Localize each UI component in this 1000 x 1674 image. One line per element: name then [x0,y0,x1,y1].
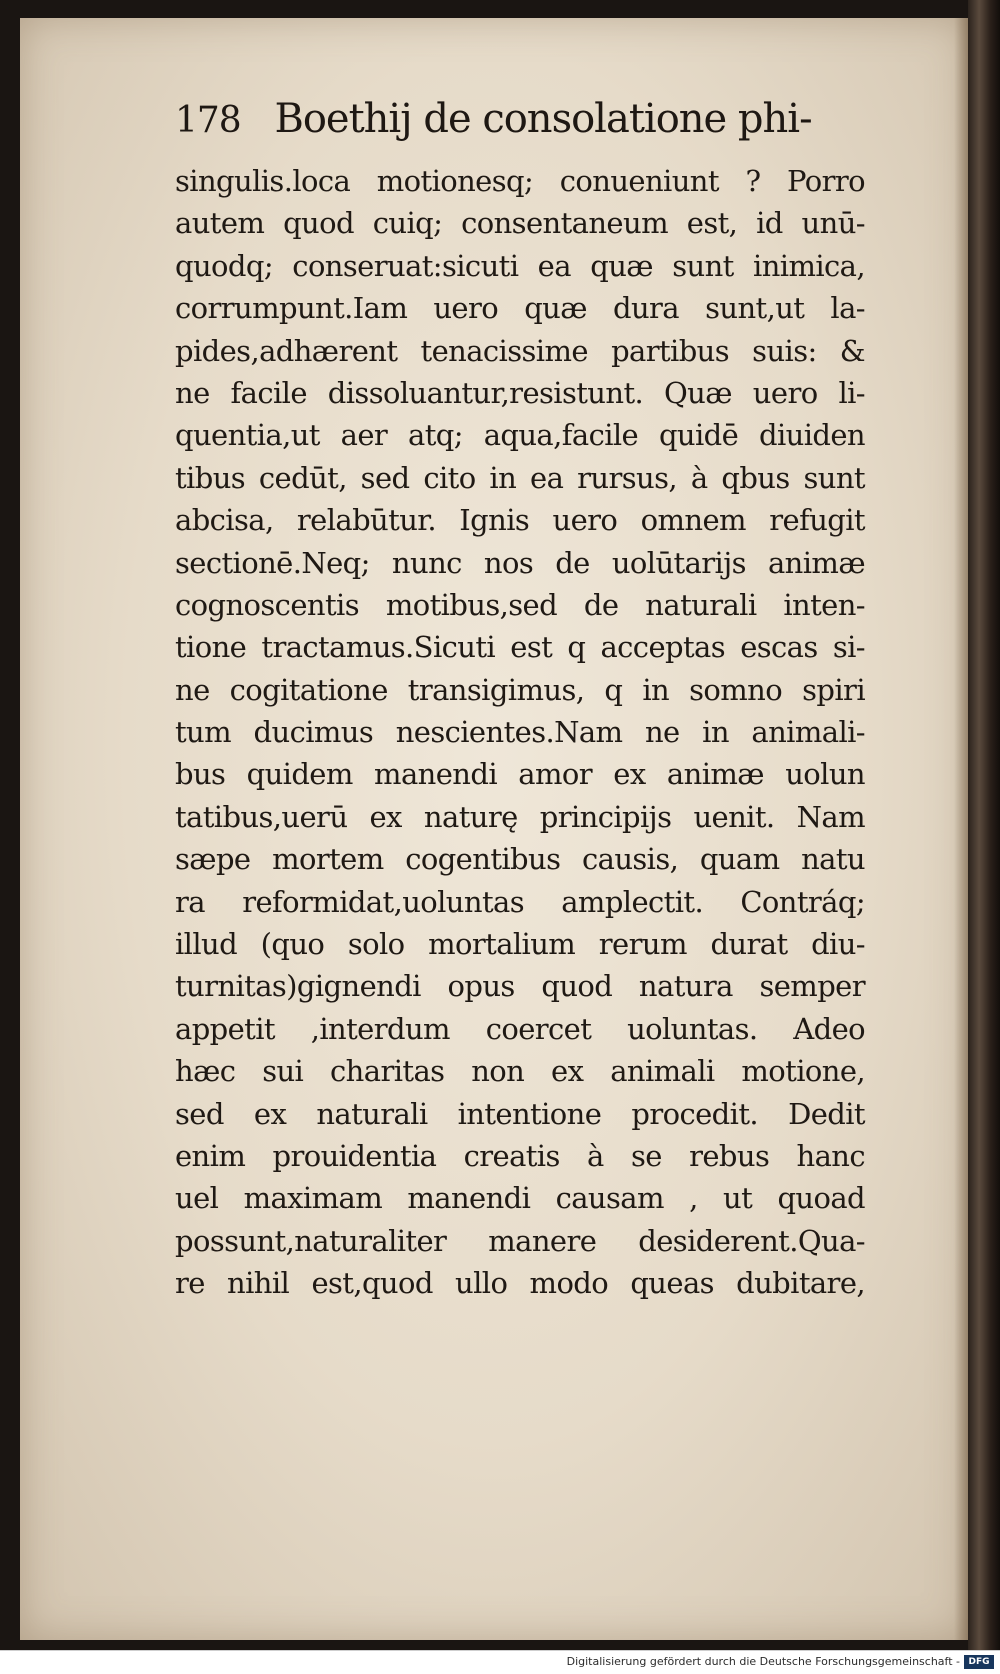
footer-bar [0,1650,1000,1674]
text-line: sed ex naturali intentione procedit. Dedit [175,1096,865,1131]
text-line: tibus cedūt, sed cito in ea rursus, à qbus sunt [175,460,865,495]
page-edge-shadow [954,18,968,1640]
dfg-logo: DFG [964,1655,994,1669]
text-line: sectionē.Neq; nunc nos de uolūtarijs animæ [175,545,865,580]
text-line: possunt,naturaliter manere desiderent.Qua- [175,1223,865,1258]
text-line: re nihil est,quod ullo modo queas dubitare, [175,1266,865,1301]
text-line: cognoscentis motibus,sed de naturali inten- [175,587,865,622]
text-line: tione tractamus.Sicuti est q acceptas escas si- [175,630,865,665]
book-binding-edge [968,0,1000,1650]
text-line: sæpe mortem cogentibus causis, quam natu [175,842,865,877]
text-line: uel maximam manendi causam , ut quoad [175,1181,865,1216]
text-line: singulis.loca motionesq; conueniunt ? Porro [175,164,865,198]
text-line: bus quidem manendi amor ex animæ uolun [175,757,865,792]
text-line: hæc sui charitas non ex animali motione, [175,1054,865,1089]
text-line: illud (quo solo mortalium rerum durat diu- [175,927,865,962]
page-number: 178 [175,100,241,141]
page-header [175,96,875,156]
text-line: pides,adhærent tenacissime partibus suis: & [175,333,865,368]
funding-credit: Digitalisierung gefördert durch die Deutsche Forschungsgemeinschaft - [566,1655,960,1668]
running-title: Boethij de consolatione phi- [274,96,812,142]
text-line: ne cogitatione transigimus, q in somno spiri [175,672,865,707]
text-line: turnitas)gignendi opus quod natura semper [175,969,865,1004]
text-line: tum ducimus nescientes.Nam ne in animali- [175,715,865,750]
text-line: ra reformidat,uoluntas amplectit. Contráq; [175,884,865,919]
text-line: autem quod cuiq; consentaneum est, id unū- [175,206,865,241]
text-line: tatibus,uerū ex naturę principijs uenit. Nam [175,799,865,834]
text-line: quentia,ut aer atq; aqua,facile quidē diuiden [175,418,865,453]
body-text [175,160,865,1305]
text-line: enim prouidentia creatis à se rebus hanc [175,1138,865,1173]
text-line: corrumpunt.Iam uero quæ dura sunt,ut la- [175,291,865,326]
text-line: quodq; conseruat:sicuti ea quæ sunt inimica, [175,248,865,283]
text-line: ne facile dissoluantur,resistunt. Quæ uero li- [175,375,865,410]
text-line: appetit ,interdum coercet uoluntas. Adeo [175,1011,865,1046]
text-line: abcisa, relabūtur. Ignis uero omnem refugit [175,503,865,538]
